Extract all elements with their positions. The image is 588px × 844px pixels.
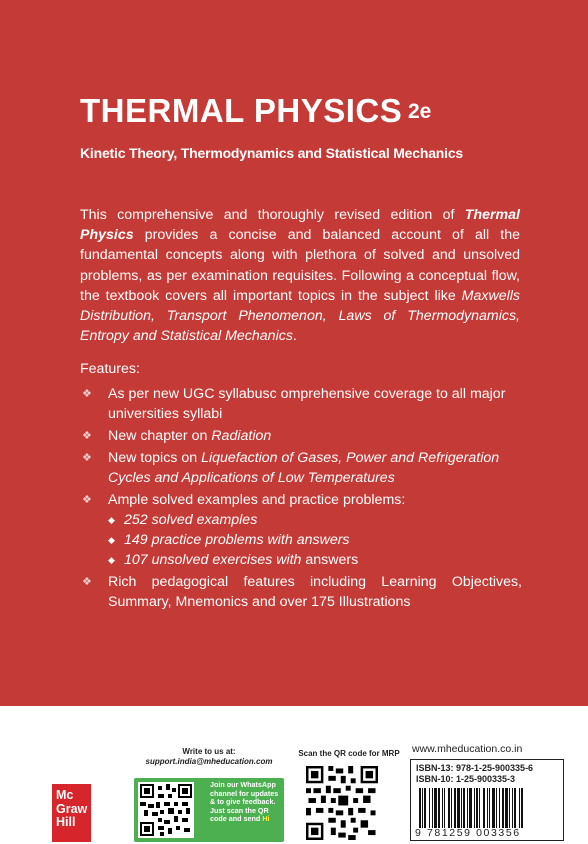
barcode-bar (496, 788, 497, 828)
barcode-bar (448, 788, 450, 828)
barcode-bar (438, 788, 440, 828)
book-subtitle: Kinetic Theory, Thermodynamics and Statistical Mechanics (80, 145, 463, 161)
sub-feature-text: 252 solved examples (124, 512, 258, 528)
barcode-bar (521, 788, 523, 828)
logo-line: Mc (56, 788, 74, 802)
barcode-bar (492, 788, 495, 828)
feature-text: Ample solved examples and practice problems: (108, 492, 406, 508)
qr-icon (140, 784, 192, 836)
desc-text-3: . (292, 328, 297, 345)
barcode-bar (489, 788, 490, 828)
barcode-bar (424, 788, 426, 828)
diamond-bullet-icon: ❖ (82, 452, 92, 464)
feature-text: New chapter on (108, 428, 212, 444)
mrp-label: Scan the QR code for MRP (298, 749, 400, 758)
feature-item (80, 384, 522, 424)
barcode-bar (474, 788, 475, 828)
isbn-13: ISBN-13: 978-1-25-900335-6 (416, 763, 534, 773)
barcode-bar (457, 788, 460, 828)
features-list (80, 384, 522, 612)
barcode-bar (505, 788, 508, 828)
sub-feature-item (80, 550, 522, 570)
features-heading: Features: (80, 361, 140, 377)
mrp-qr-code[interactable] (304, 764, 380, 842)
barcode-icon (419, 788, 557, 828)
qr-icon (306, 766, 378, 840)
sub-feature-text-rest: answers (305, 552, 359, 568)
sub-feature-text: 149 practice problems with answers (124, 532, 350, 548)
barcode-bar (419, 788, 421, 828)
sub-feature-item (80, 510, 522, 530)
whatsapp-text (210, 781, 282, 824)
desc-book-name: Thermal Physics (80, 207, 520, 244)
barcode-bar (463, 788, 465, 828)
barcode-bar (442, 788, 443, 828)
barcode-bar (476, 788, 478, 828)
small-diamond-icon: ◆ (108, 555, 115, 565)
desc-text-2: provides a concise and balanced account of all the fundamental concepts along with plethora of solved and unsolved problems, as per examination requisites. Following a conceptual flow, the textbook covers all important topics in the subject like (80, 227, 520, 304)
barcode-bar (509, 788, 510, 828)
barcode-bar (451, 788, 452, 828)
diamond-bullet-icon: ❖ (82, 430, 92, 442)
whatsapp-panel (134, 778, 284, 842)
barcode-bar (461, 788, 462, 828)
desc-topics: Maxwells Distribution, Transport Phenomenon, Laws of Thermodynamics, Entropy and Statistical Mechanics (80, 287, 520, 345)
sub-feature-item (80, 530, 522, 550)
barcode-bar (487, 788, 488, 828)
barcode-bar (512, 788, 513, 828)
barcode-bar (469, 788, 472, 828)
barcode-bar (502, 788, 504, 828)
write-label: Write to us at: (182, 747, 236, 756)
feature-item (80, 426, 522, 446)
barcode-bar (483, 788, 485, 828)
whatsapp-qr-code[interactable] (138, 782, 194, 838)
feature-text-em: Liquefaction of Gases, Power and Refrigeration Cycles and Applications of Low Temperatures (108, 450, 500, 486)
contact-block (134, 747, 284, 767)
feature-item (80, 490, 522, 510)
diamond-bullet-icon: ❖ (82, 388, 92, 400)
logo-line: Graw (56, 801, 88, 816)
barcode-bar (479, 788, 480, 828)
barcode-bar (467, 788, 468, 828)
book-title: THERMAL PHYSICS (80, 92, 403, 129)
barcode-bar (444, 788, 445, 828)
support-email[interactable]: support.india@mheducation.com (145, 757, 273, 766)
small-diamond-icon: ◆ (108, 515, 115, 525)
barcode-bar (429, 788, 430, 828)
small-diamond-icon: ◆ (108, 535, 115, 545)
feature-text: As per new UGC syllabusc omprehensive coverage to all major universities syllabi (108, 386, 506, 422)
whatsapp-instructions: Join our WhatsApp channel for updates & to give feedback. Just scan the QR code and send (210, 780, 279, 824)
feature-text: New topics on (108, 450, 202, 466)
feature-text-em: Radiation (211, 428, 272, 444)
sub-feature-text: 107 unsolved exercises with (124, 552, 306, 568)
diamond-bullet-icon: ❖ (82, 576, 92, 588)
desc-text-1: This comprehensive and thoroughly revised edition of (80, 207, 465, 223)
barcode-bar (432, 788, 433, 828)
mcgraw-hill-logo (52, 784, 91, 842)
feature-item (80, 448, 522, 488)
isbn-10: ISBN-10: 1-25-900335-3 (416, 774, 516, 784)
feature-text: Rich pedagogical features including Learning Objectives, Summary, Mnemonics and over 175 Illustrations (108, 574, 522, 610)
diamond-bullet-icon: ❖ (82, 494, 92, 506)
barcode-bar (434, 788, 437, 828)
barcode-bar (514, 788, 516, 828)
barcode-bar (499, 788, 500, 828)
barcode-bar (454, 788, 456, 828)
barcode-bar (519, 788, 520, 828)
whatsapp-hi-keyword: Hi (262, 814, 270, 824)
feature-item (80, 572, 522, 612)
book-description (80, 205, 520, 346)
isbn-barcode-box (410, 759, 564, 841)
barcode-digits: 9 781259 003356 (415, 827, 521, 839)
logo-line: Hill (56, 815, 76, 829)
book-edition: 2e (408, 100, 432, 123)
barcode-bar (422, 788, 423, 828)
publisher-website[interactable]: www.mheducation.co.in (412, 743, 523, 755)
